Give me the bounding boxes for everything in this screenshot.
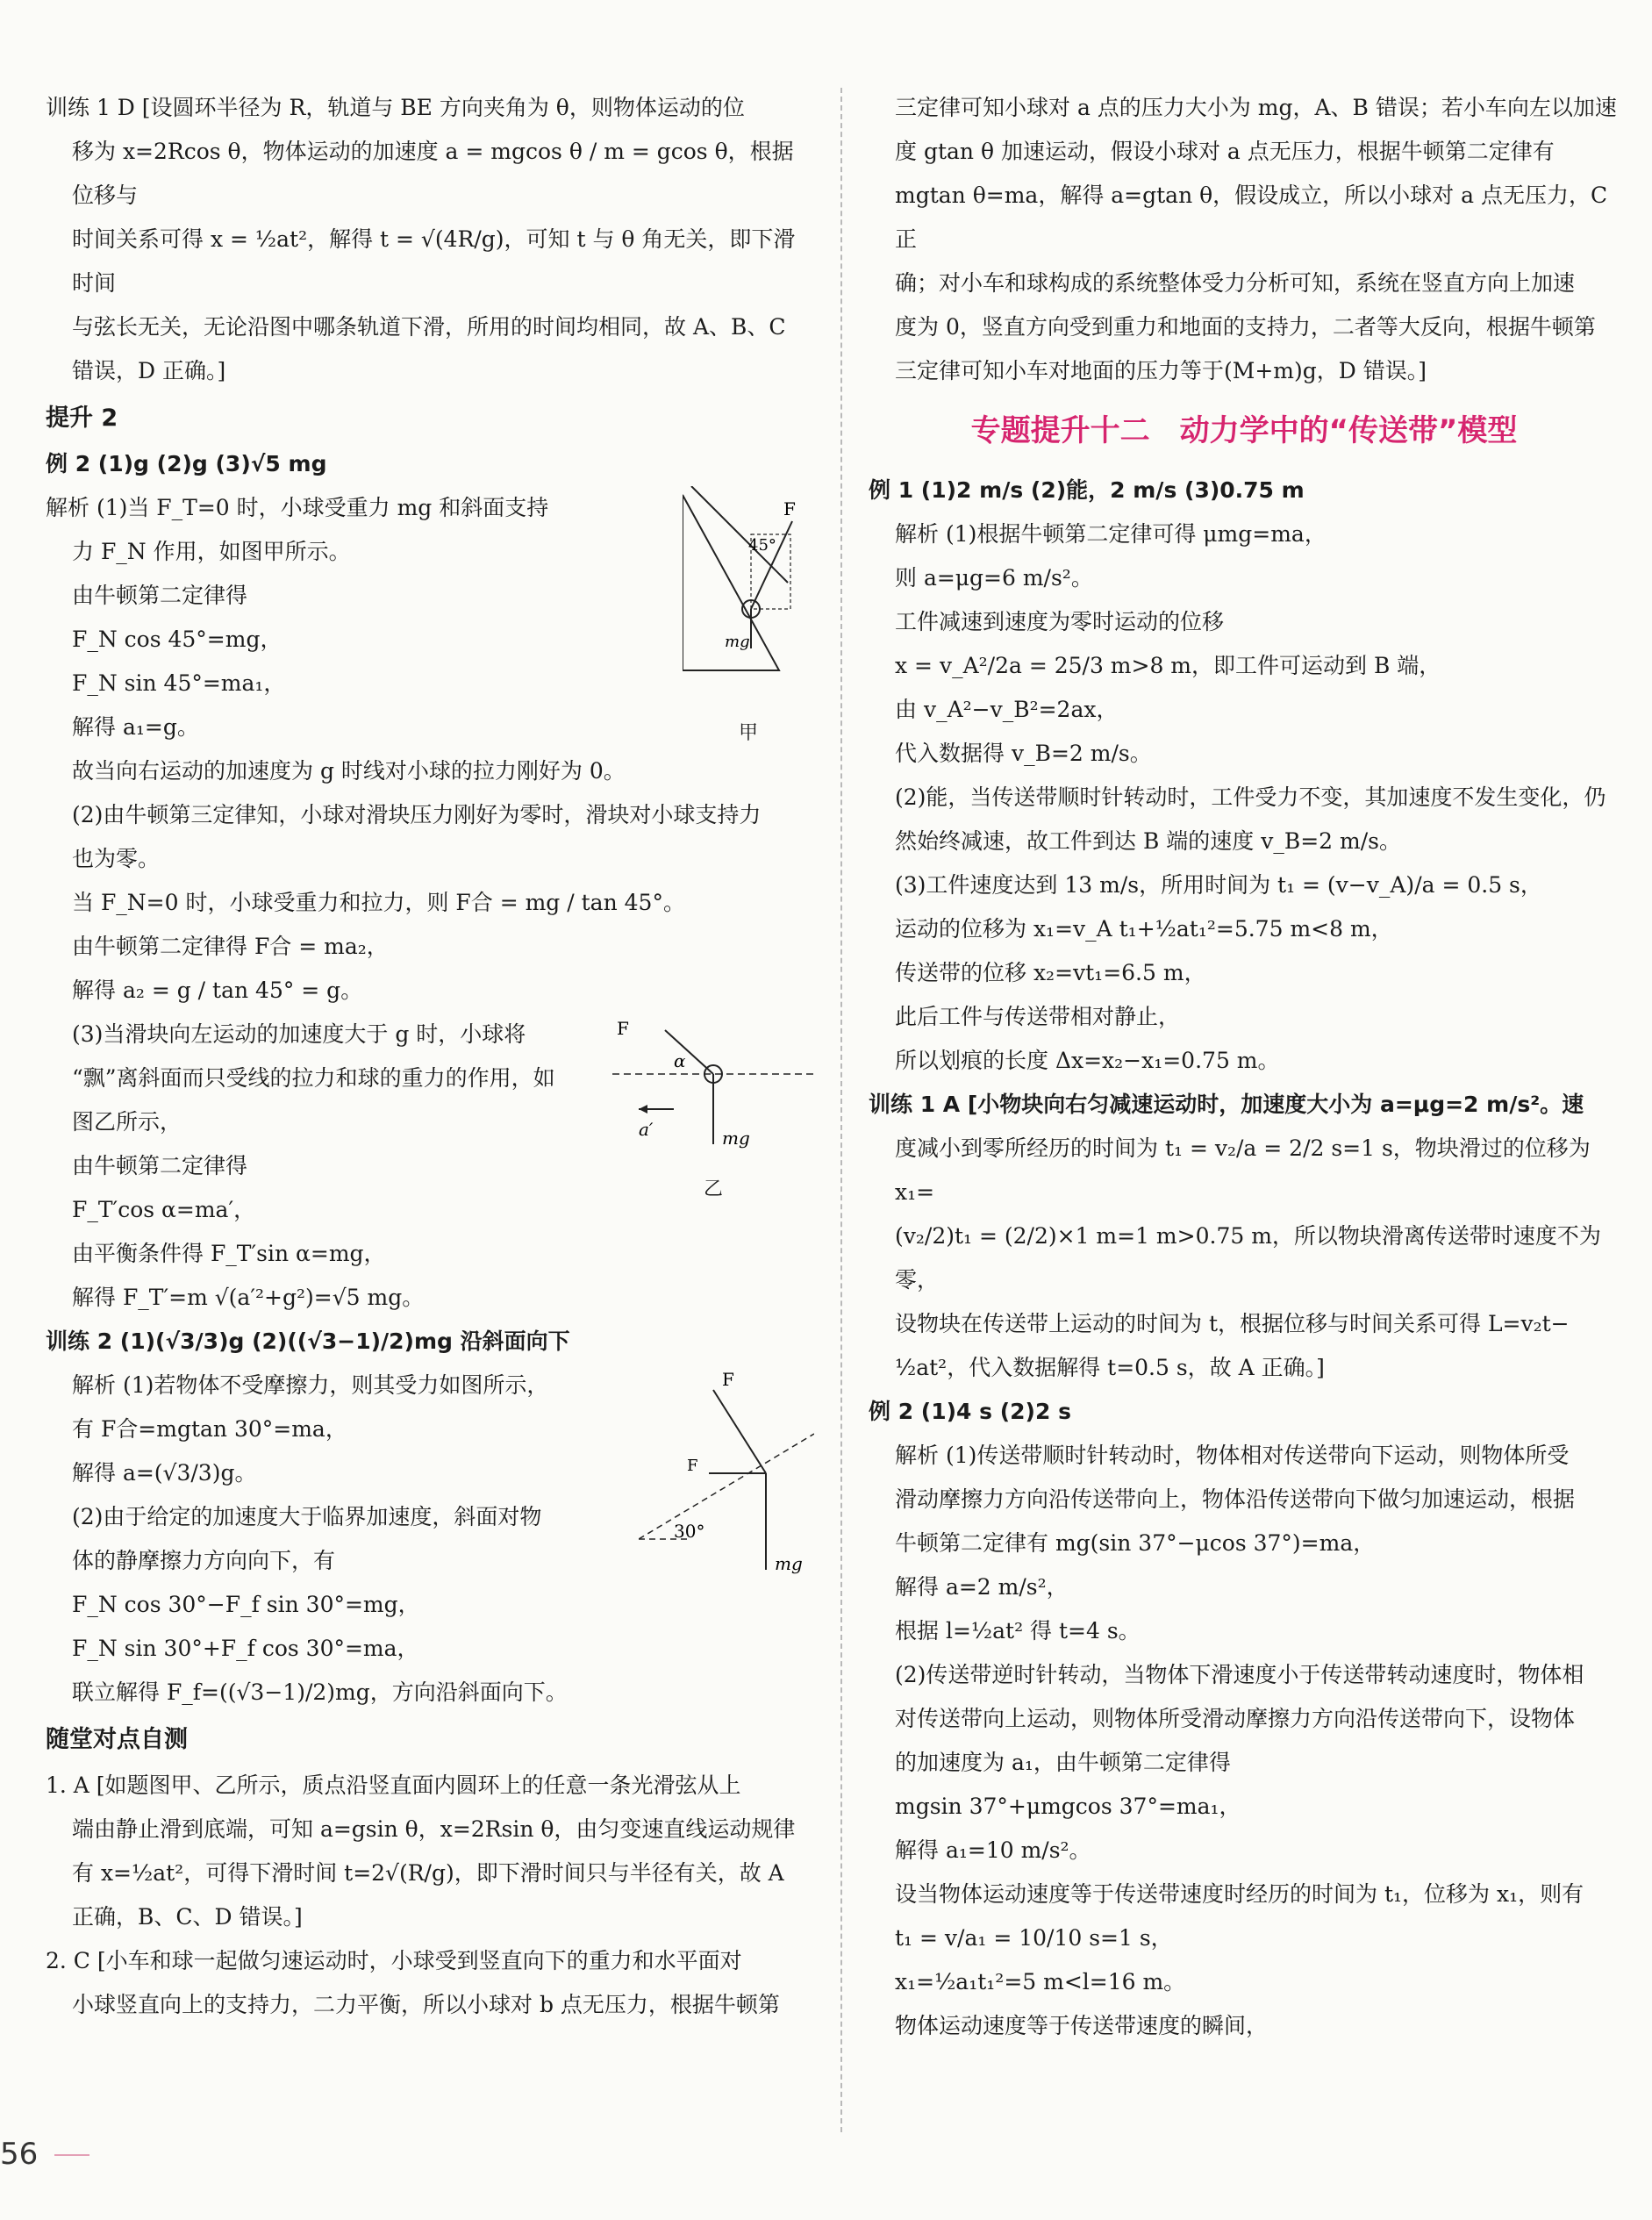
train2-solution [46,1364,814,1715]
ex1-line: 传送带的位移 x₂=vt₁=6.5 m， [895,960,1206,985]
ex2-line: 解得 F_T′=m √(a′²+g²)=√5 mg。 [72,1285,425,1310]
ex2-line: 由牛顿第二定律得 [72,583,248,608]
quiz-line: 有 x=½at²，可得下滑时间 t=2√(R/g)，即下滑时间只与半径有关，故 A [72,1860,784,1886]
ex2-line: 故当向右运动的加速度为 g 时线对小球的拉力刚好为 0。 [72,758,626,784]
figure-yi-caption: 乙 [703,1178,723,1200]
ex2-line: 解得 a₂ = g / tan 45° = g。 [72,978,363,1003]
ex2-line: F_N cos 45°=mg， [72,627,282,652]
ex2-belt-line: 解得 a=2 m/s²， [895,1574,1069,1600]
quiz-continued-block [869,86,1620,393]
train2-line: F_N sin 30°+F_f cos 30°=ma， [72,1636,419,1661]
ex2-line: 由牛顿第二定律得 [72,1153,248,1178]
ex1-line: x = v_A²/2a = 25/3 m>8 m，即工件可运动到 B 端， [895,653,1441,678]
svg-text:F: F [783,498,796,519]
svg-text:mg: mg [722,1128,750,1149]
svg-text:45°: 45° [748,536,776,555]
ex2-line: 图乙所示， [72,1109,182,1135]
svg-text:30°: 30° [674,1521,705,1542]
ex2-belt-line: t₁ = v/a₁ = 10/10 s=1 s， [895,1925,1173,1951]
ex2-line: 由平衡条件得 F_T′sin α=mg， [72,1241,386,1266]
svg-text:F: F [687,1457,698,1475]
ex2-belt-line: 设当物体运动速度等于传送带速度时经历的时间为 t₁，位移为 x₁，则有 [895,1881,1584,1907]
ex2-belt-line: 对传送带向上运动，则物体所受滑动摩擦力方向沿传送带向下，设物体 [895,1706,1576,1731]
ex2-line: F_T′cos α=ma′， [72,1197,256,1222]
train1-belt-line: (v₂/2)t₁ = (2/2)×1 m=1 m>0.75 m，所以物块滑离传送带时速度不为零， [895,1223,1601,1293]
ex2-belt-answer: 例 2 (1)4 s (2)2 s [869,1399,1071,1424]
ex2-belt-line: x₁=½a₁t₁²=5 m<l=16 m。 [895,1969,1186,1994]
svg-text:α: α [674,1050,686,1071]
train1-line: 与弦长无关，无论沿图中哪条轨道下滑，所用的时间均相同，故 A、B、C [72,314,786,340]
svg-text:a′: a′ [639,1119,654,1140]
figure-train2-drawing [639,1364,814,1583]
ex2-belt-line: 牛顿第二定律有 mg(sin 37°−μcos 37°)=ma， [895,1530,1376,1556]
train1-belt-line: ½at²，代入数据解得 t=0.5 s，故 A 正确。] [895,1355,1325,1380]
ex2-line: “飘”离斜面而只受线的拉力和球的重力的作用，如 [72,1065,555,1091]
page-number: 56 [0,2137,39,2172]
train1-line: 移为 x=2Rcos θ，物体运动的加速度 a = mgcos θ / m = gcos θ，根据位移与 [72,139,794,208]
quiz-block [46,1764,814,2027]
figure-jia [683,486,814,747]
svg-text:mg: mg [725,633,750,651]
right-column [869,86,1620,2048]
quiz-line: 正确，B、C、D 错误。] [72,1904,303,1930]
quiz-continued-line: 确；对小车和球构成的系统整体受力分析可知，系统在竖直方向上加速 [895,270,1576,296]
ex1-answer: 例 1 (1)2 m/s (2)能，2 m/s (3)0.75 m [869,477,1305,503]
left-column [46,86,814,2027]
train1-belt-line: 设物块在传送带上运动的时间为 t，根据位移与时间关系可得 L=v₂t− [895,1311,1570,1336]
ex1-line: 则 a=μg=6 m/s²。 [895,565,1093,591]
page-number-rule [54,2154,89,2156]
ex2-line: 解得 a₁=g。 [72,714,199,740]
ex2-belt-line: (2)传送带逆时针转动，当物体下滑速度小于传送带转动速度时，物体相 [895,1662,1584,1687]
train2-line: F_N cos 30°−F_f sin 30°=mg， [72,1592,420,1617]
train2-line: (2)由于给定的加速度大于临界加速度，斜面对物 [72,1504,542,1529]
quiz-continued-line: 度为 0，竖直方向受到重力和地面的支持力，二者等大反向，根据牛顿第 [895,314,1596,340]
topic-title: 专题提升十二 动力学中的“传送带”模型 [970,413,1518,448]
train1-belt-block [869,1083,1620,1390]
figure-yi-drawing [612,1013,814,1162]
section-title-tisheng2: 提升 2 [46,405,118,432]
train1-belt-line: 训练 1 A [小物块向右匀减速运动时，加速度大小为 a=μg=2 m/s²。速 [869,1092,1584,1117]
train1-belt-line: 度减小到零所经历的时间为 t₁ = v₂/a = 2/2 s=1 s，物块滑过的位移为 x₁= [895,1135,1591,1205]
train2-line: 解析 (1)若物体不受摩擦力，则其受力如图所示， [72,1372,549,1398]
svg-text:F: F [722,1369,734,1390]
ex2-line: 解析 (1)当 F_T=0 时，小球受重力 mg 和斜面支持 [46,495,549,520]
ex2-line: 当 F_N=0 时，小球受重力和拉力，则 F合 = mg / tan 45°。 [72,890,685,915]
ex2-line: (3)当滑块向左运动的加速度大于 g 时，小球将 [72,1021,526,1047]
figure-jia-drawing [683,486,814,705]
quiz-continued-line: 度 gtan θ 加速运动，假设小球对 a 点无压力，根据牛顿第二定律有 [895,139,1555,164]
quiz-continued-line: 三定律可知小车对地面的压力等于(M+m)g，D 错误。] [895,358,1427,383]
svg-text:F: F [617,1018,629,1039]
ex2-belt-line: 根据 l=½at² 得 t=4 s。 [895,1618,1141,1644]
figure-yi [612,1013,814,1203]
ex1-line: 由 v_A²−v_B²=2ax， [895,697,1119,722]
train1-line: 错误，D 正确。] [72,358,226,383]
train2-answer: 训练 2 (1)(√3/3)g (2)((√3−1)/2)mg 沿斜面向下 [46,1328,570,1354]
ex2-belt-line: 解得 a₁=10 m/s²。 [895,1837,1091,1863]
ex2-belt-line: 解析 (1)传送带顺时针转动时，物体相对传送带向下运动，则物体所受 [895,1443,1570,1468]
train1-line: 训练 1 D [设圆环半径为 R，轨道与 BE 方向夹角为 θ，则物体运动的位 [46,95,745,120]
quiz-continued-line: mgtan θ=ma，解得 a=gtan θ，假设成立，所以小球对 a 点无压力，C 正 [895,183,1608,252]
column-divider [840,88,842,2132]
ex1-line: 然始终减速，故工件到达 B 端的速度 v_B=2 m/s。 [895,828,1401,854]
train2-line: 体的静摩擦力方向向下，有 [72,1548,336,1573]
quiz-line: 1. A [如题图甲、乙所示，质点沿竖直面内圆环上的任意一条光滑弦从上 [46,1772,741,1798]
svg-text:mg: mg [775,1553,803,1574]
ex1-line: 所以划痕的长度 Δx=x₂−x₁=0.75 m。 [895,1048,1280,1073]
ex2-line: (2)由牛顿第三定律知，小球对滑块压力刚好为零时，滑块对小球支持力 [72,802,762,827]
ex1-line: 运动的位移为 x₁=v_A t₁+½at₁²=5.75 m<8 m， [895,916,1393,942]
ex1-line: 此后工件与传送带相对静止， [895,1004,1181,1029]
quiz-line: 2. C [小车和球一起做匀速运动时，小球受到竖直向下的重力和水平面对 [46,1948,742,1973]
ex2-belt-line: 的加速度为 a₁，由牛顿第二定律得 [895,1750,1231,1775]
section-title-quiz: 随堂对点自测 [46,1726,188,1753]
ex2-belt-solution [869,1434,1620,2048]
ex2-belt-line: mgsin 37°+μmgcos 37°=ma₁， [895,1794,1241,1819]
train2-line: 解得 a=(√3/3)g。 [72,1460,257,1486]
ex1-line: (2)能，当传送带顺时针转动时，工件受力不变，其加速度不发生变化，仍 [895,784,1606,810]
ex2-line: 力 F_N 作用，如图甲所示。 [72,539,351,564]
ex2-belt-line: 滑动摩擦力方向沿传送带向上，物体沿传送带向下做匀加速运动，根据 [895,1486,1576,1512]
ex2-line: 也为零。 [72,846,161,871]
train2-line: 联立解得 F_f=((√3−1)/2)mg，方向沿斜面向下。 [72,1679,568,1705]
ex2-solution [46,486,814,1320]
quiz-continued-line: 三定律可知小球对 a 点的压力大小为 mg，A、B 错误；若小车向左以加速 [895,95,1617,120]
quiz-line: 小球竖直向上的支持力，二力平衡，所以小球对 b 点无压力，根据牛顿第 [72,1992,780,2017]
ex2-line: 由牛顿第二定律得 F合 = ma₂， [72,934,389,959]
train1-line: 时间关系可得 x = ½at²，解得 t = √(4R/g)，可知 t 与 θ 角无关，即下滑时间 [72,226,796,296]
train1-block [46,86,814,393]
ex2-belt-line: 物体运动速度等于传送带速度的瞬间， [895,2013,1269,2038]
ex1-line: (3)工件速度达到 13 m/s，所用时间为 t₁ = (v−v_A)/a = 0.5 s， [895,872,1542,898]
quiz-line: 端由静止滑到底端，可知 a=gsin θ，x=2Rsin θ，由匀变速直线运动规律 [72,1816,796,1842]
ex1-solution [869,512,1620,1083]
figure-jia-caption: 甲 [738,722,758,744]
figure-train2 [639,1364,814,1598]
ex1-line: 代入数据得 v_B=2 m/s。 [895,741,1152,766]
train2-line: 有 F合=mgtan 30°=ma， [72,1416,347,1442]
ex1-line: 工件减速到速度为零时运动的位移 [895,609,1225,634]
ex1-line: 解析 (1)根据牛顿第二定律可得 μmg=ma， [895,521,1327,547]
ex2-line: F_N sin 45°=ma₁， [72,670,286,696]
ex2-answer: 例 2 (1)g (2)g (3)√5 mg [46,451,327,476]
